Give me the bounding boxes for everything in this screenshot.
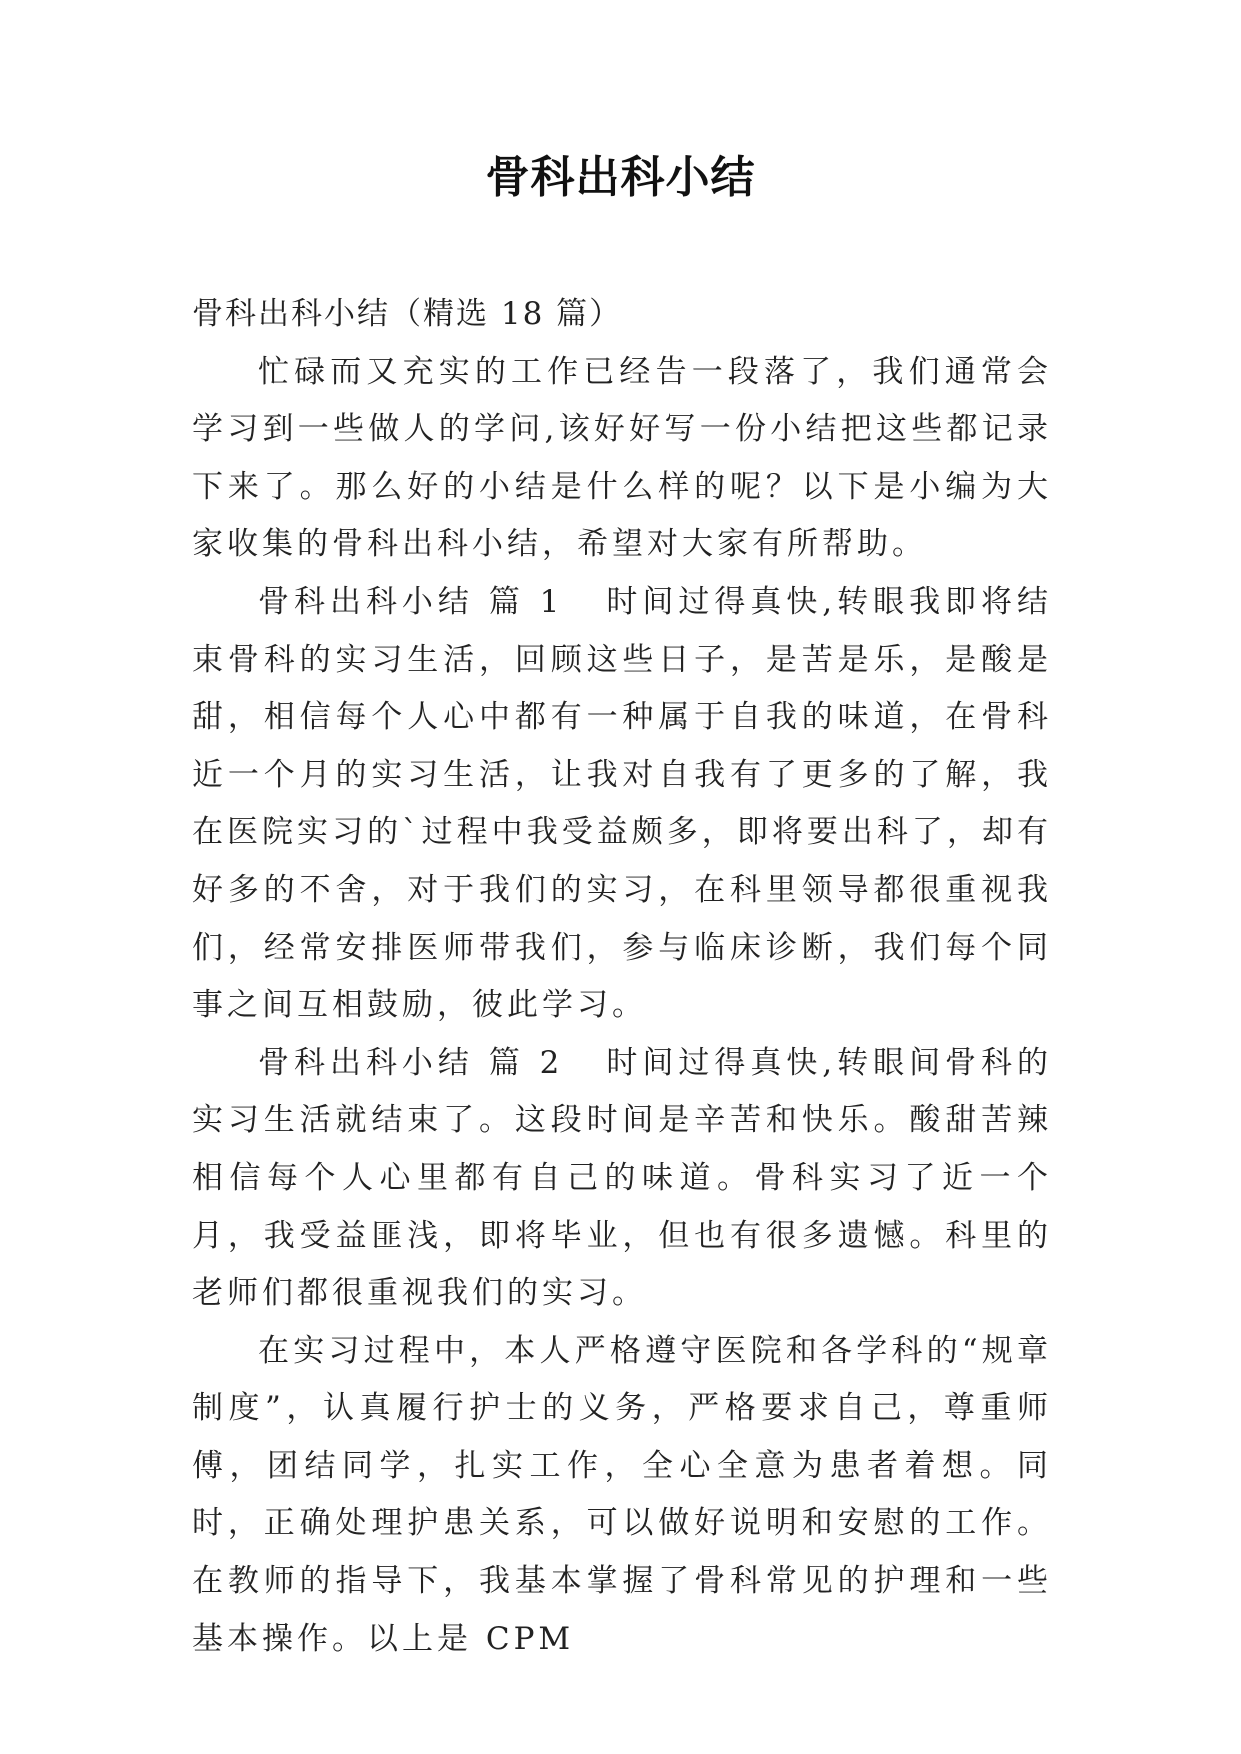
section-heading-1: 骨科出科小结: [258, 583, 474, 620]
final-paragraph: 在实习过程中，本人严格遵守医院和各学科的“规章制度”，认真履行护士的义务，严格要求自己，尊重师傅，团结同学，扎实工作，全心全意为患者着想。同时，正确处理护患关系，可以做好说明和安慰的工作。在教师的指导下，我基本掌握了骨科常见的护理和一些基本操作。以上是 CPM: [192, 1332, 1052, 1657]
section-heading-2: 骨科出科小结: [258, 1044, 474, 1081]
intro-paragraph: 忙碌而又充实的工作已经告一段落了，我们通常会学习到一些做人的学问,该好好写一份小结把这些都记录下来了。那么好的小结是什么样的呢？以下是小编为大家收集的骨科出科小结，希望对大家有所帮助。: [192, 353, 1052, 563]
section-label-1: 篇 1: [487, 583, 564, 620]
section-paragraph-1: [192, 574, 1052, 1035]
section-label-2: 篇 2: [487, 1044, 564, 1081]
document-subtitle: 骨科出科小结（精选 18 篇）: [192, 296, 623, 332]
document-body: [192, 286, 1052, 1668]
document-title: 骨科出科小结: [485, 152, 756, 203]
section-text-2: 时间过得真快,转眼间骨科的实习生活就结束了。这段时间是辛苦和快乐。酸甜苦辣相信每个人心里都有自己的味道。骨科实习了近一个月，我受益匪浅，即将毕业，但也有很多遗憾。科里的老师们都很重视我们的实习。: [192, 1044, 1053, 1312]
section-text-1: 时间过得真快,转眼我即将结束骨科的实习生活，回顾这些日子，是苦是乐，是酸是甜，相信每个人心中都有一种属于自我的味道，在骨科近一个月的实习生活，让我对自我有了更多的了解，我在医院实习的`过程中我受益颇多，即将要出科了，却有好多的不舍，对于我们的实习，在科里领导都很重视我们，经常安排医师带我们，参与临床诊断，我们每个同事之间互相鼓励，彼此学习。: [192, 583, 1053, 1024]
section-paragraph-2: [192, 1035, 1052, 1323]
